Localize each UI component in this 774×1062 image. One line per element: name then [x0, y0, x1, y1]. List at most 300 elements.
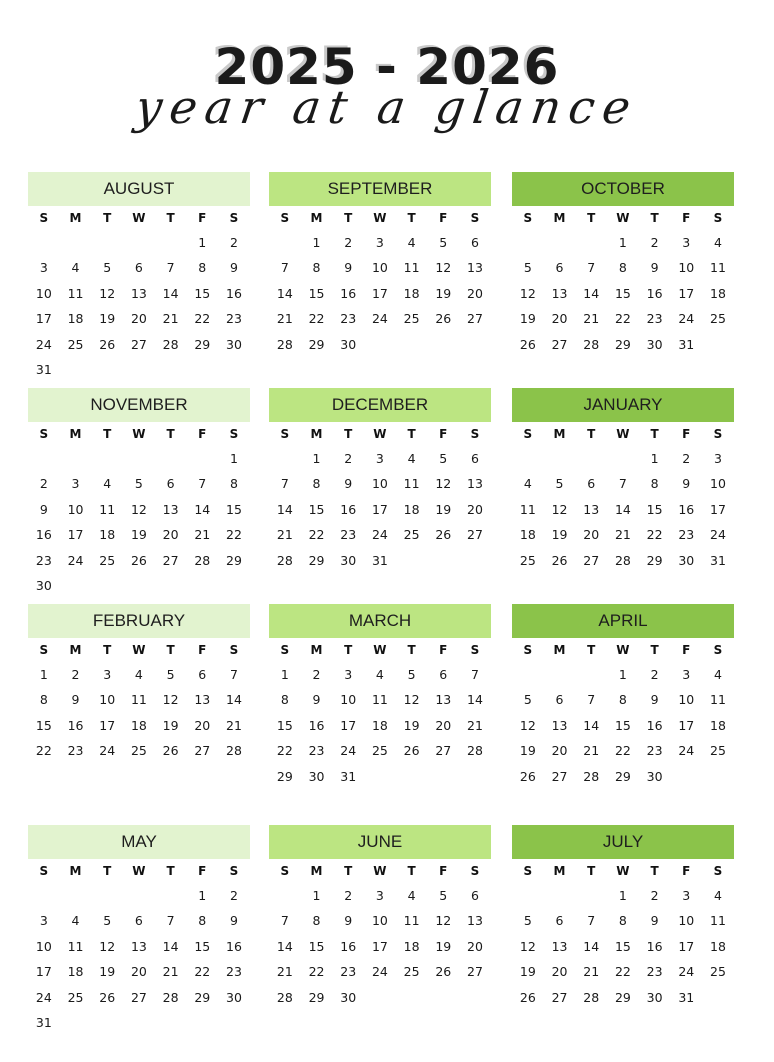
- day-cell: 12: [551, 501, 568, 517]
- weekday-label: M: [553, 427, 566, 441]
- weekday-label: W: [616, 211, 630, 225]
- day-cell: 13: [162, 501, 179, 517]
- month-july: [512, 825, 734, 1010]
- day-cell: 4: [407, 235, 416, 250]
- weekday-label: T: [407, 643, 416, 657]
- day-cell: 15: [646, 501, 663, 517]
- month-title: JULY: [512, 825, 734, 859]
- weekday-label: T: [103, 643, 112, 657]
- day-cell: 2: [650, 667, 659, 682]
- day-cell: 25: [130, 743, 147, 759]
- day-cell: 19: [435, 938, 452, 954]
- weekday-label: T: [344, 427, 353, 441]
- month-title: AUGUST: [28, 172, 250, 206]
- day-cell: 13: [551, 285, 568, 301]
- day-cell: 3: [71, 476, 80, 492]
- month-title: OCTOBER: [512, 172, 734, 206]
- day-cell: 13: [467, 476, 483, 492]
- day-cell: 31: [678, 989, 695, 1005]
- weekday-label: M: [69, 427, 82, 441]
- weekday-label: F: [198, 211, 207, 225]
- day-cell: 14: [194, 501, 211, 517]
- empty-cell: [28, 883, 60, 908]
- day-cell: 2: [39, 476, 48, 492]
- weekday-label: F: [439, 643, 448, 657]
- day-cell: 27: [551, 768, 568, 784]
- empty-cell: [91, 883, 123, 908]
- day-cell: 14: [226, 692, 242, 708]
- day-cell: 30: [646, 336, 663, 352]
- weekday-label: W: [616, 427, 630, 441]
- day-cell: 2: [229, 888, 238, 903]
- day-cell: 30: [646, 768, 663, 784]
- day-cell: 6: [555, 692, 564, 708]
- day-cell: 3: [375, 888, 384, 903]
- day-cell: 22: [614, 964, 631, 980]
- day-cell: 19: [519, 743, 536, 759]
- day-cell: 31: [678, 336, 695, 352]
- month-december: [269, 388, 491, 573]
- day-cell: 12: [519, 285, 536, 301]
- day-cell: 5: [166, 667, 175, 682]
- day-cell: 8: [618, 913, 627, 929]
- day-cell: 2: [71, 667, 80, 682]
- weekday-label: T: [587, 864, 596, 878]
- weekday-label: W: [132, 211, 146, 225]
- weekday-label: W: [373, 864, 387, 878]
- day-cell: 19: [403, 717, 420, 733]
- day-cell: 13: [435, 692, 452, 708]
- weekday-label: F: [439, 211, 448, 225]
- empty-cell: [575, 230, 607, 255]
- day-cell: 7: [280, 260, 289, 276]
- day-cell: 2: [650, 235, 659, 250]
- day-cell: 17: [340, 717, 357, 733]
- day-cell: 5: [407, 667, 416, 682]
- weekday-label: F: [439, 427, 448, 441]
- weekday-label: M: [310, 427, 323, 441]
- month-january: [512, 388, 734, 573]
- weekday-label: S: [713, 643, 723, 657]
- day-cell: 16: [340, 938, 357, 954]
- day-cell: 26: [519, 989, 536, 1005]
- day-cell: 15: [308, 938, 325, 954]
- day-cell: 23: [340, 964, 357, 980]
- month-title: NOVEMBER: [28, 388, 250, 422]
- day-cell: 9: [682, 476, 691, 492]
- day-cell: 16: [340, 285, 357, 301]
- day-cell: 18: [67, 964, 84, 980]
- day-cell: 25: [710, 311, 726, 327]
- day-cell: 17: [67, 527, 84, 543]
- day-cell: 24: [67, 552, 84, 568]
- day-cell: 16: [35, 527, 52, 543]
- day-cell: 24: [35, 989, 52, 1005]
- day-cell: 17: [678, 285, 695, 301]
- day-cell: 28: [276, 989, 293, 1005]
- empty-cell: [512, 446, 544, 471]
- empty-cell: [28, 230, 60, 255]
- day-cell: 10: [678, 913, 695, 929]
- weekday-label: S: [470, 427, 480, 441]
- page-subtitle: year at a glance: [132, 80, 642, 134]
- day-cell: 30: [678, 552, 695, 568]
- day-cell: 27: [194, 743, 211, 759]
- day-cell: 29: [614, 768, 631, 784]
- day-cell: 23: [678, 527, 695, 543]
- day-cell: 30: [340, 336, 357, 352]
- day-cell: 7: [587, 260, 596, 276]
- day-cell: 24: [35, 336, 52, 352]
- day-cell: 26: [99, 989, 116, 1005]
- day-cell: 27: [467, 311, 483, 327]
- day-cell: 17: [99, 717, 116, 733]
- day-cell: 14: [583, 938, 600, 954]
- weekday-label: T: [650, 864, 659, 878]
- day-cell: 3: [39, 260, 48, 276]
- weekday-label: M: [310, 864, 323, 878]
- weekday-label: M: [69, 643, 82, 657]
- day-cell: 6: [198, 667, 207, 682]
- empty-cell: [186, 446, 218, 471]
- day-cell: 6: [470, 235, 479, 250]
- weekday-label: F: [682, 643, 691, 657]
- day-cell: 26: [130, 552, 147, 568]
- day-cell: 19: [130, 527, 147, 543]
- month-days-grid: [269, 206, 491, 357]
- day-cell: 9: [344, 913, 353, 929]
- day-cell: 7: [198, 476, 207, 492]
- day-cell: 27: [130, 336, 147, 352]
- weekday-label: T: [407, 427, 416, 441]
- day-cell: 19: [435, 285, 452, 301]
- day-cell: 26: [403, 743, 420, 759]
- month-days-grid: [512, 638, 734, 789]
- empty-cell: [575, 883, 607, 908]
- day-cell: 18: [519, 527, 536, 543]
- day-cell: 9: [71, 692, 80, 708]
- day-cell: 23: [646, 964, 663, 980]
- day-cell: 28: [583, 768, 600, 784]
- day-cell: 11: [130, 692, 147, 708]
- day-cell: 21: [276, 527, 293, 543]
- day-cell: 9: [650, 260, 659, 276]
- day-cell: 18: [403, 285, 420, 301]
- day-cell: 27: [467, 527, 483, 543]
- empty-cell: [575, 662, 607, 687]
- day-cell: 1: [198, 235, 207, 250]
- day-cell: 3: [103, 667, 112, 682]
- weekday-label: M: [310, 643, 323, 657]
- day-cell: 15: [614, 717, 631, 733]
- day-cell: 21: [614, 527, 631, 543]
- day-cell: 5: [555, 476, 564, 492]
- day-cell: 5: [134, 476, 143, 492]
- day-cell: 6: [587, 476, 596, 492]
- day-cell: 15: [194, 285, 211, 301]
- day-cell: 20: [467, 285, 483, 301]
- day-cell: 3: [375, 451, 384, 466]
- empty-cell: [575, 446, 607, 471]
- day-cell: 27: [551, 336, 568, 352]
- day-cell: 20: [467, 501, 483, 517]
- day-cell: 6: [555, 260, 564, 276]
- day-cell: 16: [226, 285, 242, 301]
- day-cell: 9: [39, 501, 48, 517]
- day-cell: 1: [312, 235, 321, 250]
- day-cell: 26: [162, 743, 179, 759]
- empty-cell: [123, 446, 155, 471]
- day-cell: 22: [226, 527, 242, 543]
- day-cell: 29: [308, 336, 325, 352]
- day-cell: 22: [646, 527, 663, 543]
- day-cell: 12: [435, 913, 452, 929]
- day-cell: 4: [375, 667, 384, 682]
- weekday-label: M: [69, 864, 82, 878]
- day-cell: 2: [344, 235, 353, 250]
- day-cell: 30: [340, 552, 357, 568]
- day-cell: 20: [551, 743, 568, 759]
- day-cell: 16: [67, 717, 84, 733]
- day-cell: 1: [618, 667, 627, 682]
- day-cell: 9: [229, 913, 238, 929]
- day-cell: 14: [467, 692, 483, 708]
- empty-cell: [60, 446, 92, 471]
- day-cell: 18: [67, 311, 84, 327]
- month-title: JANUARY: [512, 388, 734, 422]
- weekday-label: F: [682, 211, 691, 225]
- month-days-grid: [512, 206, 734, 357]
- month-november: [28, 388, 250, 598]
- day-cell: 23: [308, 743, 325, 759]
- weekday-label: S: [280, 643, 290, 657]
- day-cell: 24: [99, 743, 116, 759]
- day-cell: 22: [308, 311, 325, 327]
- day-cell: 18: [403, 938, 420, 954]
- day-cell: 30: [226, 989, 242, 1005]
- weekday-label: S: [229, 211, 239, 225]
- day-cell: 8: [618, 260, 627, 276]
- day-cell: 13: [130, 938, 147, 954]
- weekday-label: S: [229, 864, 239, 878]
- day-cell: 10: [371, 913, 388, 929]
- day-cell: 19: [551, 527, 568, 543]
- weekday-label: F: [439, 864, 448, 878]
- day-cell: 22: [35, 743, 52, 759]
- day-cell: 25: [67, 336, 84, 352]
- day-cell: 27: [467, 964, 483, 980]
- month-april: [512, 604, 734, 789]
- day-cell: 2: [344, 888, 353, 903]
- weekday-label: F: [198, 643, 207, 657]
- day-cell: 10: [35, 285, 52, 301]
- day-cell: 4: [134, 667, 143, 682]
- day-cell: 27: [551, 989, 568, 1005]
- month-days-grid: [28, 638, 250, 764]
- day-cell: 25: [67, 989, 84, 1005]
- month-june: [269, 825, 491, 1010]
- day-cell: 20: [551, 964, 568, 980]
- empty-cell: [155, 446, 187, 471]
- weekday-label: T: [587, 643, 596, 657]
- day-cell: 22: [308, 527, 325, 543]
- day-cell: 27: [130, 989, 147, 1005]
- day-cell: 15: [308, 501, 325, 517]
- day-cell: 1: [312, 888, 321, 903]
- day-cell: 6: [470, 451, 479, 466]
- day-cell: 28: [162, 336, 179, 352]
- day-cell: 11: [403, 913, 420, 929]
- day-cell: 7: [280, 476, 289, 492]
- day-cell: 26: [435, 311, 452, 327]
- day-cell: 9: [650, 913, 659, 929]
- weekday-label: M: [553, 643, 566, 657]
- day-cell: 10: [67, 501, 84, 517]
- empty-cell: [155, 883, 187, 908]
- day-cell: 16: [308, 717, 325, 733]
- weekday-label: S: [470, 643, 480, 657]
- month-may: [28, 825, 250, 1035]
- day-cell: 7: [587, 692, 596, 708]
- day-cell: 1: [39, 667, 48, 682]
- day-cell: 16: [646, 717, 663, 733]
- day-cell: 12: [162, 692, 179, 708]
- day-cell: 8: [229, 476, 238, 492]
- weekday-label: F: [198, 864, 207, 878]
- day-cell: 25: [99, 552, 116, 568]
- day-cell: 22: [308, 964, 325, 980]
- day-cell: 14: [583, 285, 600, 301]
- day-cell: 4: [407, 888, 416, 903]
- day-cell: 25: [403, 964, 420, 980]
- day-cell: 29: [646, 552, 663, 568]
- day-cell: 2: [229, 235, 238, 250]
- month-days-grid: [512, 422, 734, 573]
- day-cell: 24: [678, 311, 695, 327]
- day-cell: 14: [162, 285, 179, 301]
- day-cell: 15: [308, 285, 325, 301]
- weekday-label: S: [229, 643, 239, 657]
- empty-cell: [269, 230, 301, 255]
- weekday-label: T: [103, 427, 112, 441]
- weekday-label: W: [616, 643, 630, 657]
- day-cell: 28: [276, 552, 293, 568]
- weekday-label: T: [344, 211, 353, 225]
- weekday-label: S: [280, 427, 290, 441]
- weekday-label: S: [229, 427, 239, 441]
- day-cell: 10: [678, 260, 695, 276]
- day-cell: 21: [583, 964, 600, 980]
- day-cell: 29: [308, 552, 325, 568]
- day-cell: 16: [340, 501, 357, 517]
- day-cell: 16: [678, 501, 695, 517]
- weekday-label: T: [103, 211, 112, 225]
- day-cell: 18: [130, 717, 147, 733]
- day-cell: 26: [435, 964, 452, 980]
- day-cell: 3: [375, 235, 384, 250]
- day-cell: 17: [371, 501, 388, 517]
- day-cell: 28: [583, 336, 600, 352]
- day-cell: 2: [650, 888, 659, 903]
- day-cell: 6: [555, 913, 564, 929]
- day-cell: 31: [371, 552, 388, 568]
- day-cell: 19: [162, 717, 179, 733]
- day-cell: 24: [371, 311, 388, 327]
- day-cell: 16: [226, 938, 242, 954]
- day-cell: 21: [162, 964, 179, 980]
- day-cell: 6: [166, 476, 175, 492]
- day-cell: 26: [519, 768, 536, 784]
- weekday-label: T: [650, 211, 659, 225]
- day-cell: 4: [713, 235, 722, 250]
- day-cell: 31: [35, 1014, 52, 1030]
- weekday-label: T: [103, 864, 112, 878]
- day-cell: 5: [439, 451, 448, 466]
- month-days-grid: [28, 206, 250, 382]
- day-cell: 11: [710, 692, 726, 708]
- day-cell: 19: [519, 311, 536, 327]
- day-cell: 31: [710, 552, 726, 568]
- weekday-label: M: [310, 211, 323, 225]
- day-cell: 3: [682, 667, 691, 682]
- day-cell: 28: [226, 743, 242, 759]
- weekday-label: T: [587, 427, 596, 441]
- weekday-label: S: [39, 211, 49, 225]
- day-cell: 8: [650, 476, 659, 492]
- month-days-grid: [512, 859, 734, 1010]
- day-cell: 22: [614, 311, 631, 327]
- day-cell: 22: [614, 743, 631, 759]
- month-days-grid: [28, 422, 250, 598]
- day-cell: 2: [682, 451, 691, 466]
- day-cell: 29: [194, 989, 211, 1005]
- day-cell: 4: [71, 260, 80, 276]
- day-cell: 28: [583, 989, 600, 1005]
- weekday-label: W: [132, 427, 146, 441]
- day-cell: 29: [194, 336, 211, 352]
- day-cell: 8: [280, 692, 289, 708]
- day-cell: 3: [682, 888, 691, 903]
- day-cell: 15: [614, 285, 631, 301]
- day-cell: 14: [276, 501, 293, 517]
- weekday-label: T: [344, 643, 353, 657]
- day-cell: 17: [371, 285, 388, 301]
- day-cell: 7: [587, 913, 596, 929]
- day-cell: 13: [467, 260, 483, 276]
- day-cell: 9: [344, 260, 353, 276]
- day-cell: 17: [35, 311, 52, 327]
- day-cell: 24: [678, 743, 695, 759]
- weekday-label: T: [587, 211, 596, 225]
- day-cell: 30: [340, 989, 357, 1005]
- day-cell: 2: [344, 451, 353, 466]
- day-cell: 10: [99, 692, 116, 708]
- day-cell: 12: [403, 692, 420, 708]
- month-october: [512, 172, 734, 357]
- weekday-label: F: [682, 864, 691, 878]
- day-cell: 3: [39, 913, 48, 929]
- day-cell: 18: [403, 501, 420, 517]
- weekday-label: S: [523, 643, 533, 657]
- day-cell: 28: [276, 336, 293, 352]
- day-cell: 10: [340, 692, 357, 708]
- day-cell: 5: [523, 692, 532, 708]
- day-cell: 11: [67, 938, 84, 954]
- day-cell: 10: [35, 938, 52, 954]
- day-cell: 9: [650, 692, 659, 708]
- page-title: 2025 - 2026: [214, 38, 560, 96]
- day-cell: 28: [194, 552, 211, 568]
